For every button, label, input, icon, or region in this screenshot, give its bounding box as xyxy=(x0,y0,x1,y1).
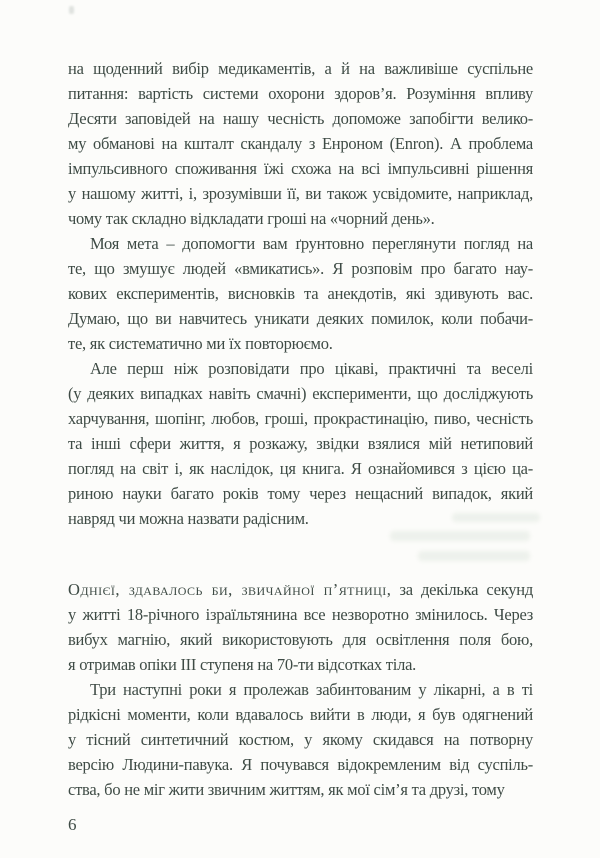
paragraph xyxy=(68,56,533,231)
text-line: вибух магнію, який використовують для освітлення поля бою, xyxy=(68,630,533,649)
text-line: версію Людини-павука. Я почувався відокремленим від суспіль- xyxy=(68,755,533,774)
text-line: рідкісні моменти, коли вдавалось вийти в люди, я був одягнений xyxy=(68,705,533,724)
text-line: му обманові на кшталт скандалу з Енроном (Enron). А проблема xyxy=(68,134,533,153)
text-line: те, що змушує людей «вмикатись». Я розповім про багато нау- xyxy=(68,259,533,278)
text-line: на щоденний вибір медикаментів, а й на важливіше суспільне xyxy=(68,59,533,78)
page-number: 6 xyxy=(68,815,77,834)
text-line: та інші сфери життя, я розкажу, звідки взялися мій нетиповий xyxy=(68,434,533,453)
paragraph xyxy=(68,677,533,802)
page-showthrough-mark xyxy=(452,513,540,522)
text-line: Моя мета – допомогти вам ґрунтовно переглянути погляд на xyxy=(90,234,533,253)
text-line: я отримав опіки III ступеня на 70-ти відсотках тіла. xyxy=(68,655,417,674)
text-line: у житті 18-річного ізраїльтянина все незворотно змінилось. Через xyxy=(68,605,533,624)
text-line: Три наступні роки я пролежав забинтованим у лікарні, а в ті xyxy=(90,680,533,699)
text-line: кових експериментів, висновків та анекдотів, які здивують вас. xyxy=(68,284,533,303)
text-line: Думаю, що ви навчитесь уникати деяких помилок, коли побачи- xyxy=(68,309,533,328)
text-line: питання: вартість системи охорони здоров’я. Розуміння впливу xyxy=(68,84,533,103)
text-line: погляд на світ і, як наслідок, ця книга. Я ознайомився з цією ца- xyxy=(68,459,533,478)
scan-speck-mark xyxy=(69,6,74,14)
text-line: ства, бо не міг жити звичним життям, як мої сім’я та друзі, тому xyxy=(68,780,505,799)
text-block xyxy=(68,56,533,802)
paragraph xyxy=(68,356,533,531)
text-line: імпульсивного споживання їжі схожа на всі імпульсивні рішення xyxy=(68,159,533,178)
text-line: у нашому житті, і, зрозумівши її, ви також усвідомите, наприклад, xyxy=(68,184,533,203)
text-line: Однієї, здавалось би, звичайної п’ятниці, за декілька секунд xyxy=(68,580,533,599)
text-line: те, як систематично ми їх повторюємо. xyxy=(68,334,333,353)
text-line: Десяти заповідей на нашу чесність допоможе запобігти велико- xyxy=(68,109,533,128)
page-showthrough-mark xyxy=(390,531,530,541)
text-line: чому так складно відкладати гроші на «чорний день». xyxy=(68,209,435,228)
text-line: Але перш ніж розповідати про цікаві, практичні та веселі xyxy=(90,359,533,378)
paragraph xyxy=(68,577,533,677)
text-line: (у деяких випадках навіть смачні) експерименти, що досліджують xyxy=(68,384,533,403)
text-line: навряд чи можна назвати радісним. xyxy=(68,509,309,528)
paragraph xyxy=(68,231,533,356)
text-line: у тісний синтетичний костюм, у якому скидався на потворну xyxy=(68,730,533,749)
text-line: харчування, шопінг, любов, гроші, прокрастинацію, пиво, чесність xyxy=(68,409,533,428)
smallcaps-opener: Однієї, здавалось би, звичайної п’ятниці, xyxy=(68,580,392,599)
text-line: риною науки багато років тому через нещасний випадок, який xyxy=(68,484,533,503)
page-showthrough-mark xyxy=(418,551,530,561)
